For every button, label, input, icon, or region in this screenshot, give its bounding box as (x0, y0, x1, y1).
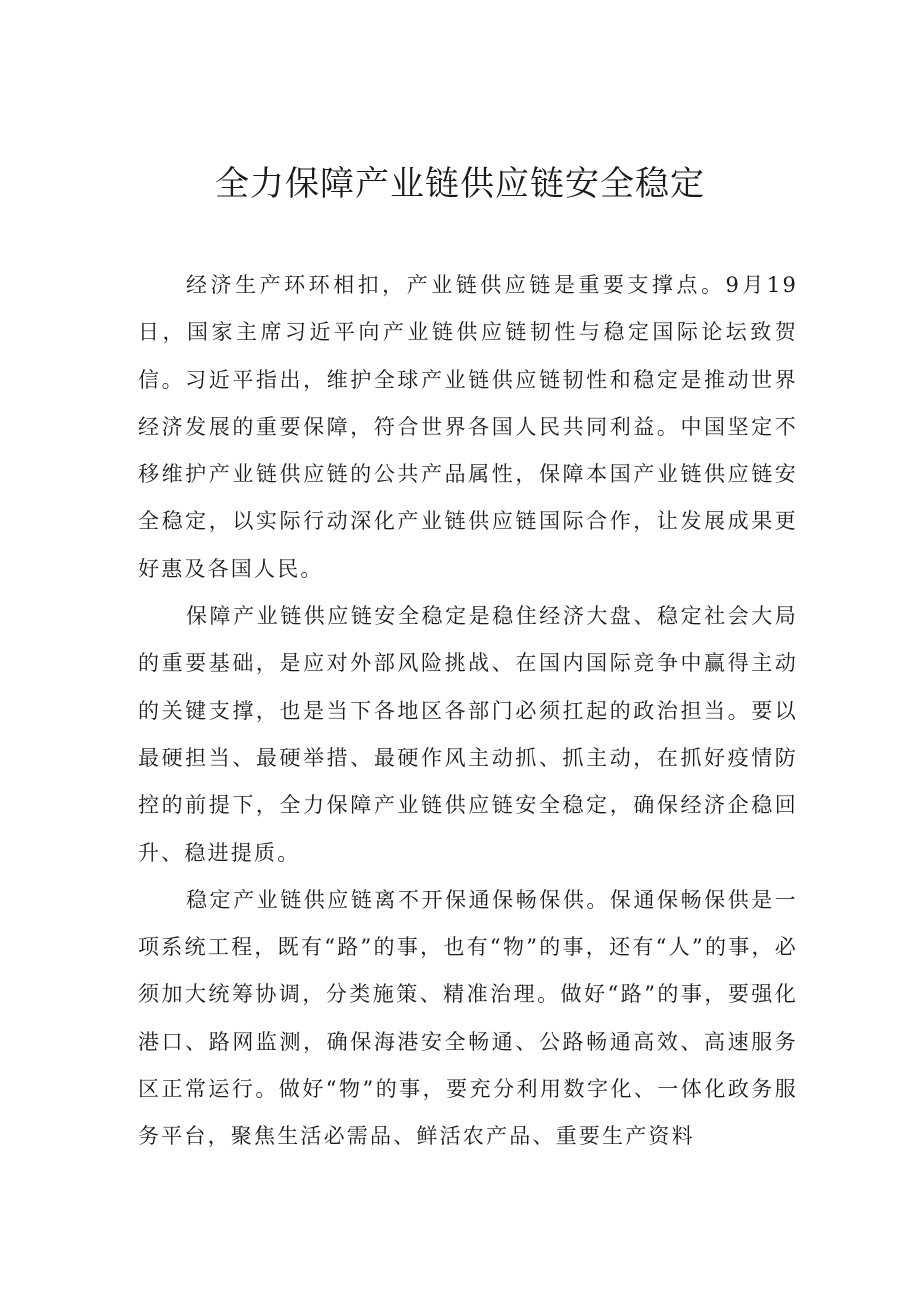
paragraph-3: 稳定产业链供应链离不开保通保畅保供。保通保畅保供是一项系统工程，既有“路”的事，也有“物”的事，还有“人”的事，必须加大统筹协调，分类施策、精准治理。做好“路”的事，要强化港口、路网监测，确保海港安全畅通、公路畅通高效、高速服务区正常运行。做好“物”的事，要充分利用数字化、一体化政务服务平台，聚焦生活必需品、鲜活农产品、重要生产资料 (138, 887, 798, 1149)
paragraph-1: 经济生产环环相扣，产业链供应链是重要支撑点。9月19日，国家主席习近平向产业链供应链韧性与稳定国际论坛致贺信。习近平指出，维护全球产业链供应链韧性和稳定是推动世界经济发展的重要保障，符合世界各国人民共同利益。中国坚定不移维护产业链供应链的公共产品属性，保障本国产业链供应链安全稳定，以实际行动深化产业链供应链国际合作，让发展成果更好惠及各国人民。 (138, 273, 798, 581)
paragraph-2: 保障产业链供应链安全稳定是稳住经济大盘、稳定社会大局的重要基础，是应对外部风险挑战、在国内国际竞争中赢得主动的关键支撑，也是当下各地区各部门必须扛起的政治担当。要以最硬担当、最硬举措、最硬作风主动抓、抓主动，在抓好疫情防控的前提下，全力保障产业链供应链安全稳定，确保经济企稳回升、稳进提质。 (138, 604, 798, 865)
document-title: 全力保障产业链供应链安全稳定 (215, 164, 705, 204)
document-body (138, 262, 798, 1161)
